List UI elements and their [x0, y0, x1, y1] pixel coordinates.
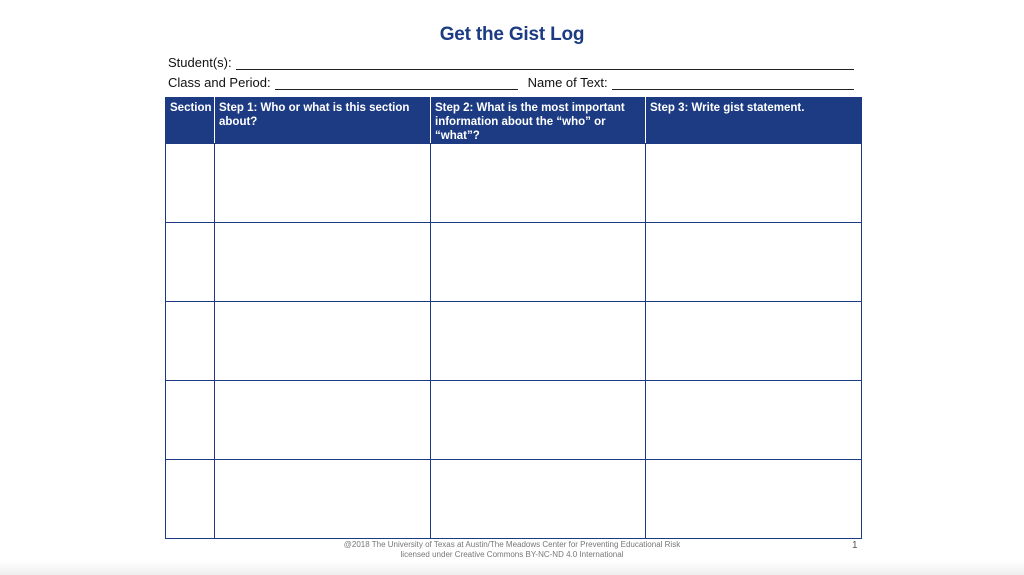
- step-3-cell[interactable]: [646, 460, 862, 539]
- class-text-field-row: [168, 75, 854, 90]
- students-blank-line[interactable]: [236, 55, 854, 70]
- name-of-text-blank-line[interactable]: [612, 75, 854, 90]
- section-cell[interactable]: [166, 381, 215, 460]
- class-period-blank-line[interactable]: [275, 75, 518, 90]
- header-step-2: Step 2: What is the most important information about the “who” or “what”?: [431, 98, 646, 144]
- step-1-cell[interactable]: [215, 144, 431, 223]
- table-header-row: [166, 98, 862, 144]
- section-cell[interactable]: [166, 223, 215, 302]
- section-cell[interactable]: [166, 302, 215, 381]
- license-line: licensed under Creative Commons BY-NC-ND 4.0 International: [400, 550, 624, 559]
- step-2-cell[interactable]: [431, 302, 646, 381]
- table-row: [166, 381, 862, 460]
- step-3-cell[interactable]: [646, 144, 862, 223]
- step-1-cell[interactable]: [215, 223, 431, 302]
- header-step-1: Step 1: Who or what is this section about?: [215, 98, 431, 144]
- step-2-cell[interactable]: [431, 460, 646, 539]
- section-cell[interactable]: [166, 460, 215, 539]
- gist-log-table: [165, 97, 862, 539]
- table-row: [166, 460, 862, 539]
- table-row: [166, 144, 862, 223]
- step-2-cell[interactable]: [431, 381, 646, 460]
- step-1-cell[interactable]: [215, 302, 431, 381]
- step-1-cell[interactable]: [215, 381, 431, 460]
- step-2-cell[interactable]: [431, 223, 646, 302]
- step-3-cell[interactable]: [646, 302, 862, 381]
- section-cell[interactable]: [166, 144, 215, 223]
- page-number: 1: [852, 540, 858, 551]
- step-1-cell[interactable]: [215, 460, 431, 539]
- copyright-footer: [0, 540, 1024, 560]
- class-period-label: Class and Period:: [168, 75, 271, 90]
- copyright-line: @2018 The University of Texas at Austin/The Meadows Center for Preventing Educational Risk: [343, 540, 681, 549]
- students-label: Student(s):: [168, 55, 232, 70]
- step-3-cell[interactable]: [646, 381, 862, 460]
- step-2-cell[interactable]: [431, 144, 646, 223]
- table-row: [166, 302, 862, 381]
- header-step-3: Step 3: Write gist statement.: [646, 98, 862, 144]
- page-bottom-shadow: [0, 561, 1024, 575]
- students-field-row: [168, 55, 854, 70]
- name-of-text-label: Name of Text:: [527, 75, 608, 90]
- step-3-cell[interactable]: [646, 223, 862, 302]
- table-row: [166, 223, 862, 302]
- header-section: Section: [166, 98, 215, 144]
- document-title: Get the Gist Log: [439, 24, 585, 45]
